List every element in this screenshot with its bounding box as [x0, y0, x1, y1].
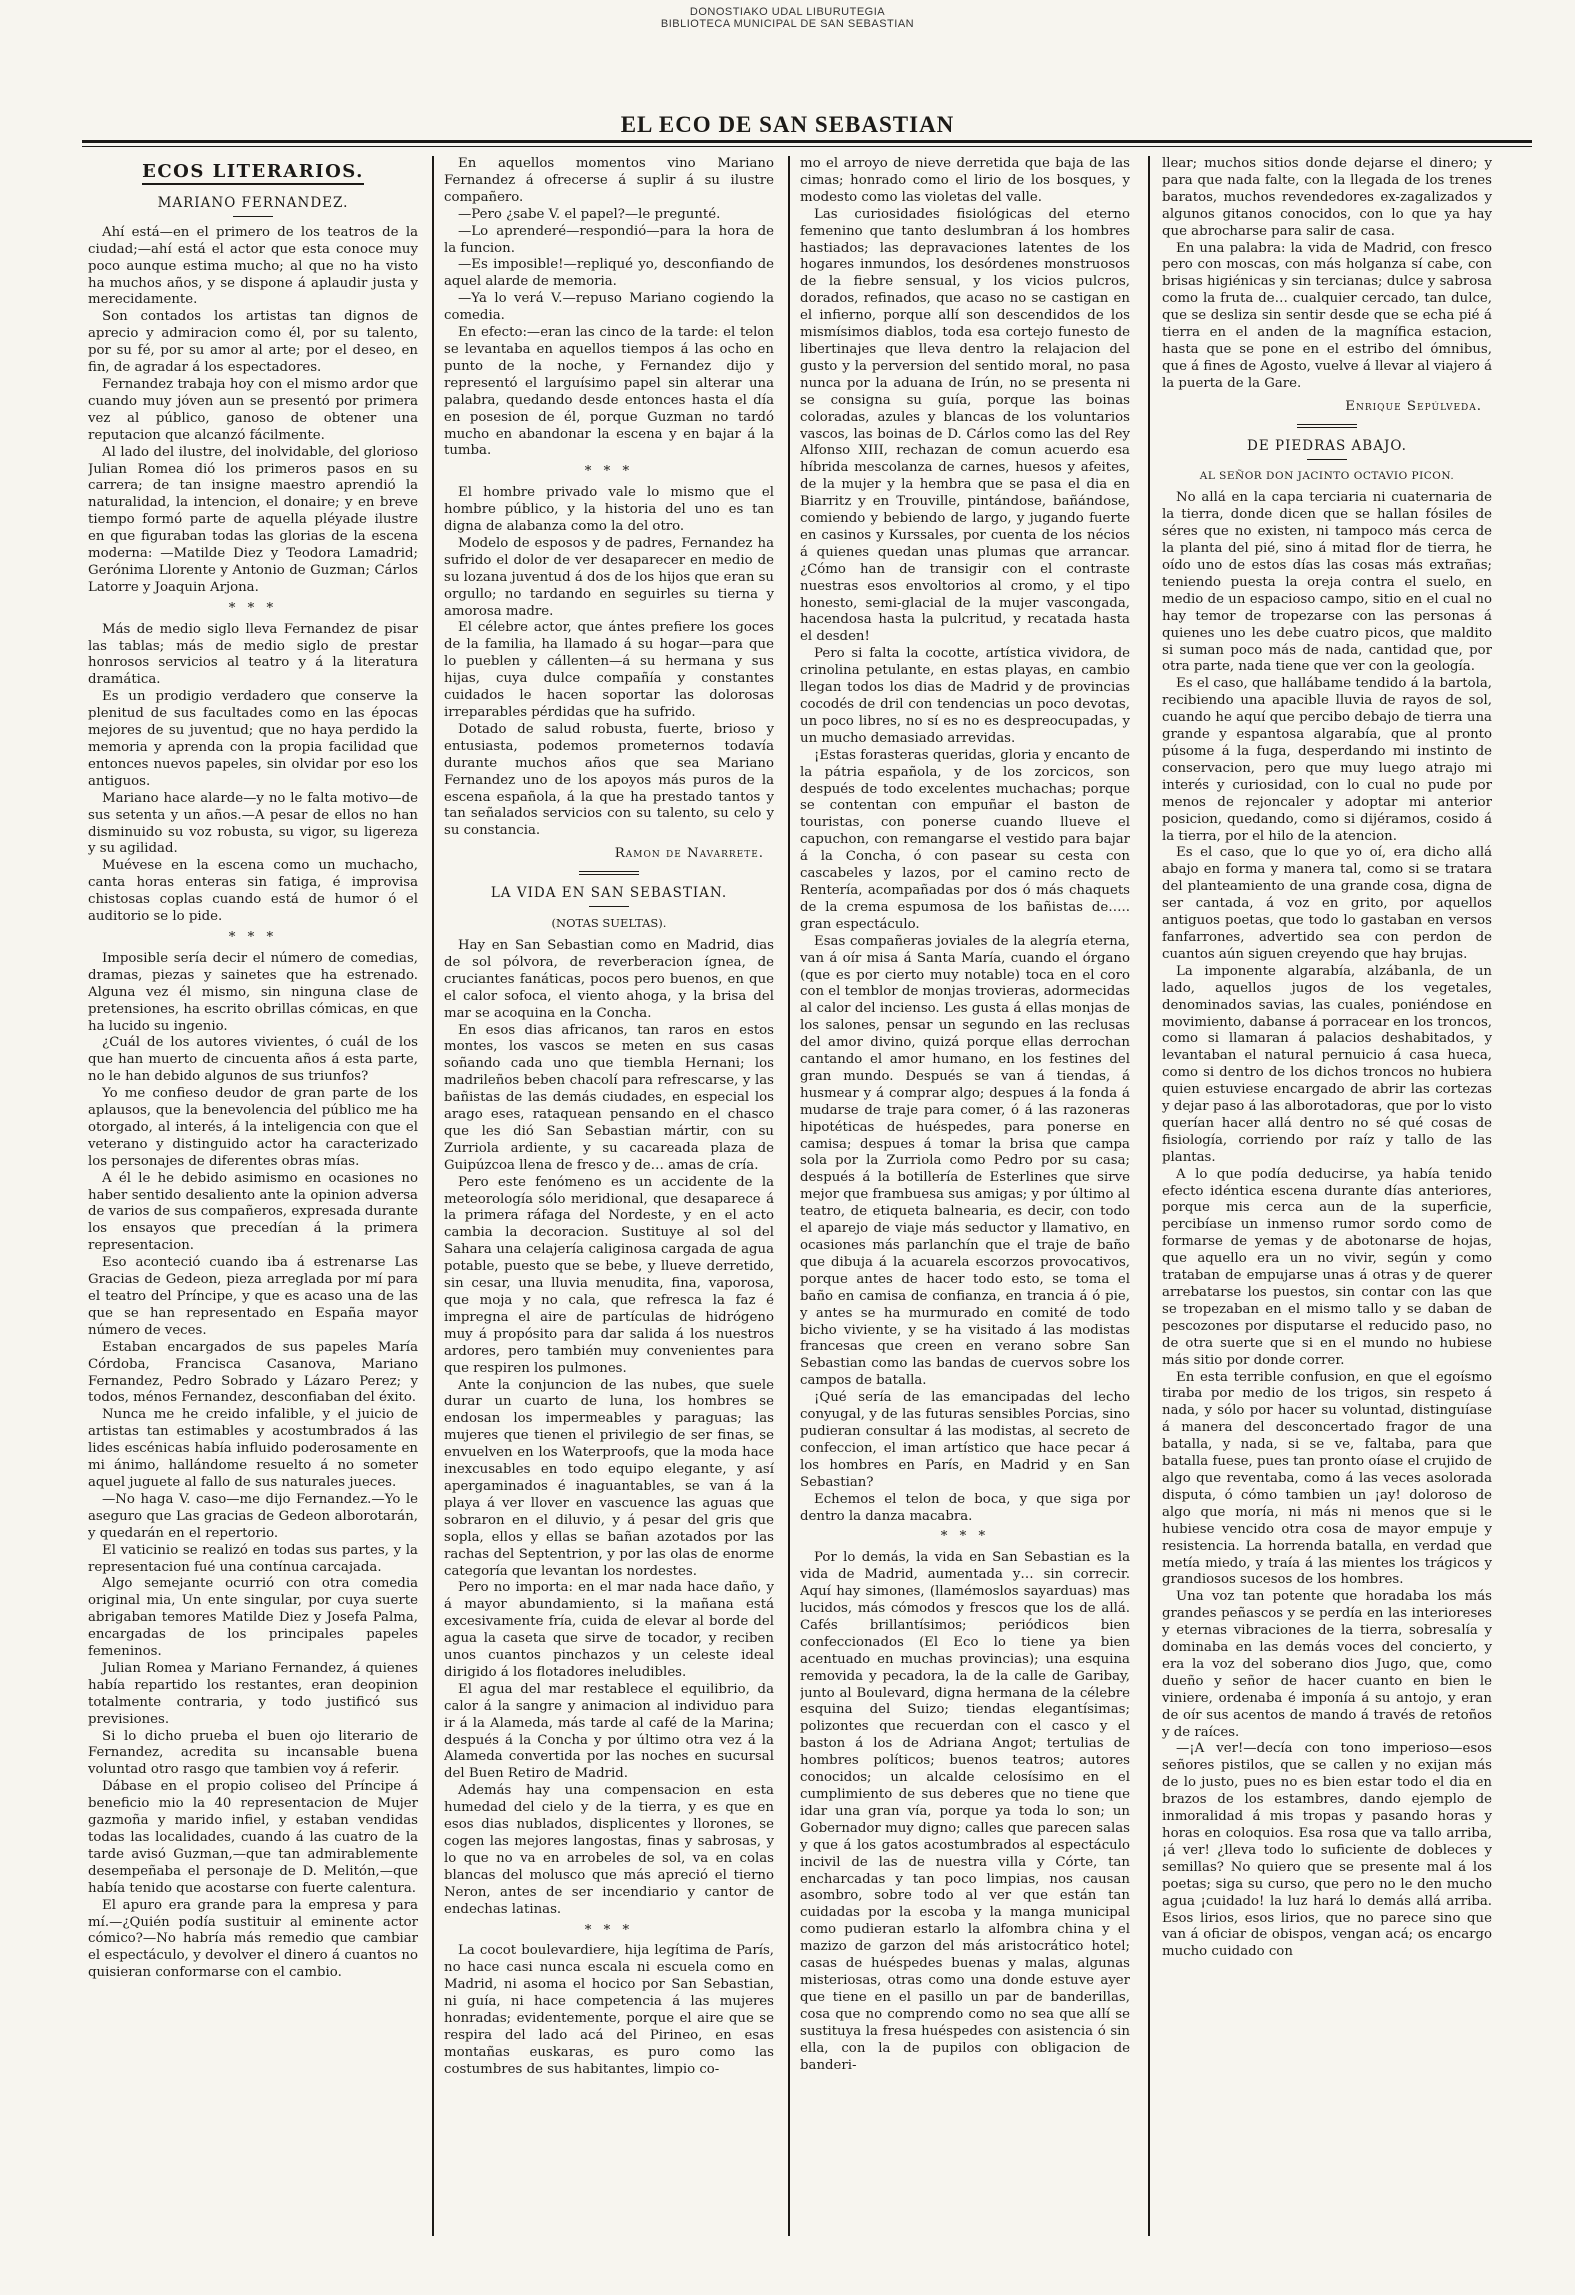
paragraph: Algo semejante ocurrió con otra comedia original mia, Un ente singular, por cuya suerte abrigaban temores Matilde Diez y Josefa Palma, encargadas de los principales papeles femeninos.	[88, 1576, 418, 1660]
paragraph: ¡Estas forasteras queridas, gloria y encanto de la pátria española, y de los zorcicos, son después de todo excelentes muchachas; porque se contentan con empuñar el baston de touristas, con ponerse cuando llueve el capuchon, con remangarse el vestido para bajar á la Concha, ó con pasear su cesta con cascabeles y lazos, por el camino recto de Rentería, acompañadas por dos ó más chaquets de la crema espumosa de los bañistas de….. gran espectáculo.	[800, 747, 1130, 932]
paragraph: Pero no importa: en el mar nada hace daño, y á mayor abundamiento, si la mañana está excesivamente fría, cuida de elevar al borde del agua la caseta que sirve de tocador, y reciben unos cuantos pinchazos y un celeste ideal dirigido á los flotadores ineludibles.	[444, 1580, 774, 1680]
paragraph: En esos dias africanos, tan raros en estos montes, los vascos se meten en sus casas soñando cada uno que tiembla Hernani; los madrileños beben chacolí para refrescarse, y las bañistas de las demás ciudades, en especial los arago eses, rataquean pensando en el chasco que les dió San Sebastian mártir, con su Zurriola ardiente, y su cacareada plaza de Guipúzcoa llena de fresco y de… amas de cría.	[444, 1022, 774, 1173]
paragraph: El agua del mar restablece el equilibrio, da calor á la sangre y animacion al individuo para ir á la Alameda, más tarde al café de la Marina; después á la Concha y por último otra vez á la Alameda convertida por las noches en sucursal del Buen Retiro de Madrid.	[444, 1681, 774, 1782]
column-4	[1162, 156, 1492, 2236]
paragraph: En una palabra: la vida de Madrid, con fresco pero con moscas, con más holganza sí cabe, con brisas higiénicas y sin tercianas; dulce y sabrosa como la fruta de… cualquier cercado, tan dulce, que se desliza sin sentir desde que se echa pié á tierra en el anden de la magnífica estacion, hasta que se pone en el estribo del ómnibus, que á fines de Agosto, vuelve á llevar al viajero á la puerta de la Gare.	[1162, 240, 1492, 391]
article-body	[800, 156, 1130, 1525]
paragraph: El célebre actor, que ántes prefiere los goces de la familia, ha llamado á su hogar—para que lo pueblen y cállenten—á su hermana y sus hijas, cuya dulce compañía y constantes cuidados le hacen soportar las dolorosas irreparables pérdidas que ha sufrido.	[444, 620, 774, 720]
paragraph: —Es imposible!—repliqué yo, desconfiando de aquel alarde de memoria.	[444, 257, 774, 290]
paragraph: Las curiosidades fisiológicas del eterno femenino que tanto deslumbran á los hombres hastiados; las depravaciones latentes de los hogares inmundos, los desórdenes monstruosos de la fiebre sensual, y los vicios pulcros, dorados, refinados, que acaso no se castigan en el infierno, porque allí son descendidos de los mismísimos diablos, toda esa cortejo funesto de libertinajes que lleva dentro la relajacion del gusto y la perversion del sentido moral, no pasa nunca por la aduana de Irún, no se presenta ni se consigna su guía, porque las boinas coloradas, azules y blancas de los voluntarios vascos, las boinas de D. Cárlos como las del Rey Alfonso XIII, rechazan de comun acuerdo esa híbrida mescolanza de carnes, huesos y afeites, de la mujer y la hembra que se pasa el dia en Biarritz y en Trouville, pintándose, bañándose, comiendo y bebiendo de largo, y jugando fuerte en casinos y Kurssales, por cuenta de los nécios á quienes quedan unas plumas que arrancar. ¿Cómo han de transigir con el contraste nuestras esos envoltorios al cromo, y el tipo honesto, semi-glacial de la mujer vascongada, hacendosa hasta la pulcritud, y recatada hasta el desden!	[800, 206, 1130, 645]
section-title-piedras: DE PIEDRAS ABAJO.	[1247, 437, 1407, 454]
article-body	[88, 951, 418, 1982]
paragraph: Eso aconteció cuando iba á estrenarse Las Gracias de Gedeon, pieza arreglada por mí para el teatro del Príncipe, y que es acaso una de las que se han representado en España mayor número de veces.	[88, 1255, 418, 1338]
asterism: * * *	[228, 929, 278, 945]
paragraph: Dotado de salud robusta, fuerte, brioso y entusiasta, podemos prometernos todavía durante muchos años que sea Mariano Fernandez uno de los apoyos más puros de la escena española, á la que ha prestado tantos y tan señalados servicios con su talento, su celo y su constancia.	[444, 721, 774, 839]
paragraph: Yo me confieso deudor de gran parte de los aplausos, que la benevolencia del público me ha otorgado, al interés, á la inteligencia con que el veterano y distinguido actor ha caracterizado los personajes de diferentes obras mías.	[88, 1086, 418, 1169]
column-1	[88, 156, 418, 2236]
article-body	[444, 156, 774, 460]
paragraph: Ahí está—en el primero de los teatros de la ciudad;—ahí está el actor que esta conoce muy poco aunque estima mucho; al que no ha visto ha muchos años, y se dispone á aplaudir justa y merecidamente.	[88, 224, 418, 308]
paragraph: Echemos el telon de boca, y que siga por dentro la danza macabra.	[800, 1491, 1130, 1524]
paragraph: Es el caso, que hallábame tendido á la bartola, recibiendo una apacible lluvia de rayos de sol, cuando he aquí que percibo debajo de tierra una grande y espantosa algarabía, que al pronto púsome á la fuga, desperdando mi instinto de conservacion, pero que muy luego atrajo mi interés y curiosidad, con lo cual no pude por menos de rejoncaler y adoptar mi anterior posicion, quedando, como si dijéramos, cosido á la tierra, por el hilo de la atencion.	[1162, 676, 1492, 844]
paragraph: A él le he debido asimismo en ocasiones no haber sentido desaliento ante la opinion adversa de varios de sus compañeros, expresada durante los ensayos que precedían á la primera representacion.	[88, 1170, 418, 1254]
paragraph: Ante la conjuncion de las nubes, que suele durar un cuarto de luna, los hombres se endosan los impermeables y paraguas; las mujeres que tienen el privilegio de ser finas, se envuelven en los Waterproofs, que la moda hace inexcusables en todo equipo elegante, y así apergaminados é inaguantables, se van á la playa á ver llover en vascuence las aguas que sobraron en el diluvio, y á pesar del gris que sopla, ellos y ellas se bañan azotados por las rachas del Septentrion, y por las olas de enorme categoría que levantan los nordestes.	[444, 1377, 774, 1579]
paragraph: —Lo aprenderé—respondió—para la hora de la funcion.	[444, 223, 774, 256]
paragraph: Imposible sería decir el número de comedias, dramas, piezas y sainetes que ha estrenado. Alguna vez él mismo, sin ninguna clase de pretensiones, ha escrito obrillas cómicas, en que ha lucido su ingenio.	[88, 950, 418, 1034]
masthead-rule-thin	[82, 146, 1532, 147]
paragraph: A lo que podía deducirse, ya había tenido efecto idéntica escena durante días anteriores, porque mis cerca aun de la superficie, percibíase un inmenso rumor sordo como de formarse de yemas y de abotonarse de hojas, que aquello era un no vivir, según y como trataban de empujarse unas á otras y de querer arrebatarse los puestos, sin contar con las que se tropezaban en el mismo tallo y se daban de pescozones por disputarse el reducido paso, no de otra suerte que si en el mundo no hubiese más sitio por donde correr.	[1162, 1166, 1492, 1368]
section-title-vida: LA VIDA EN SAN SEBASTIAN.	[490, 885, 728, 902]
paragraph: Pero si falta la cocotte, artística vividora, de crinolina petulante, en estas playas, en cambio llegan todos los dias de Madrid y de provincias cocodés de dril con tendencias un poco devotas, un poco libres, no sí es no es despreocupadas, y un mucho demasiado arrevidas.	[800, 646, 1130, 746]
paragraph: En efecto:—eran las cinco de la tarde: el telon se levantaba en aquellos tiempos á las ocho en punto de la noche, y Fernandez dijo y representó el larguísimo papel sin alterar una palabra, quedando desde entonces hasta el día en posesion de él, porque Guzman no tardó mucho en abandonar la escena y en bajar á la tumba.	[444, 325, 774, 459]
column-separator	[788, 156, 790, 2236]
paragraph: Muévese en la escena como un muchacho, canta horas enteras sin fatiga, é improvisa chistosas coplas cuando está de humor ó el auditorio se lo pide.	[88, 858, 418, 925]
paragraph: Es el caso, que lo que yo oí, era dicho allá abajo en forma y manera tal, como si se tratara del planteamiento de una grande cosa, digna de ser cantada, á voz en grito, por aquellos antiguos poetas, que todo lo gastaban en versos fanfarrones, advertido sea con perdon de cuantos aún siguen creyendo que hay brujas.	[1162, 845, 1492, 962]
short-rule	[233, 216, 273, 217]
paragraph: El hombre privado vale lo mismo que el hombre público, y la historia del uno es tan digna de alabanza como la del otro.	[444, 485, 774, 535]
paragraph: Son contados los artistas tan dignos de aprecio y admiracion como él, por su talento, por su fé, por su amor al arte; por el deseo, en fin, de agradar á los espectadores.	[88, 309, 418, 376]
library-stamp-line-1: DONOSTIAKO UDAL LIBURUTEGIA	[689, 6, 886, 18]
paragraph: llear; muchos sitios donde dejarse el dinero; y para que nada falte, con la llegada de los trenes baratos, muchos revendedores ex-zagalizados y algunos gitanos conocidos, con lo que ya hay que abrocharse para salir de casa.	[1162, 156, 1492, 239]
paragraph: Hay en San Sebastian como en Madrid, dias de sol pólvora, de reverberacion ígnea, de cruciantes fanáticas, pocos pero buenos, en que el calor sofoca, el viento ahoga, y la brisa del mar se acoquina en la Concha.	[444, 937, 774, 1021]
article-divider	[1297, 424, 1357, 428]
paragraph: ¿Cuál de los autores vivientes, ó cuál de los que han muerto de cincuenta años á esta parte, no le han debido algunos de sus triunfos?	[88, 1035, 418, 1085]
article-body	[88, 622, 418, 926]
paragraph: Estaban encargados de sus papeles María Córdoba, Francisca Casanova, Mariano Fernandez, Pedro Sobrado y Lázaro Perez; y todos, ménos Fernandez, desconfiaban del éxito.	[88, 1339, 418, 1406]
paragraph: En aquellos momentos vino Mariano Fernandez á ofrecerse á suplir á su ilustre compañero.	[444, 156, 774, 205]
paragraph: El vaticinio se realizó en todas sus partes, y la representacion fué una contínua carcajada.	[88, 1542, 418, 1575]
paragraph: Fernandez trabaja hoy con el mismo ardor que cuando muy jóven aun se presentó por primera vez al público, ganoso de obtener una reputacion que alcanzó fácilmente.	[88, 376, 418, 443]
paragraph: Una voz tan potente que horadaba los más grandes peñascos y se perdía en las interioreses y eternas vibraciones de la tierra, sobresalía y dominaba en las demás voces del concierto, y era la voz del soberano dios Jugo, que, como dueño y señor de hacer cuanto en bien le viniere, ordenaba é imponía á su antojo, y eran de oír sus acentos de mando á través de retoños y de raíces.	[1162, 1589, 1492, 1740]
paragraph: En esta terrible confusion, en que el egoísmo tiraba por medio de los trigos, sin respeto á nada, y sólo por hacer su voluntad, distinguíase á manera del desconcertado fragor de una batalla, y nada, si se ve, faltaba, para que batalla fuese, pues tan pronto oíase el crujido de algo que reventaba, como á las veces asolorada disputa, ó cómo tambien un ¡ay! doloroso de algo que moría, ni más ni menos que si le hubiese vencido otra cosa de mayor empuje y resistencia. La horrenda batalla, en verdad que metía miedo, y traía á las mientes los trágicos y grandiosos sucesos de los hombres.	[1162, 1369, 1492, 1588]
asterism: * * *	[940, 1529, 990, 1545]
asterism: * * *	[228, 600, 278, 616]
section-title-ecos: ECOS LITERARIOS.	[88, 164, 418, 185]
library-stamp	[0, 6, 1575, 30]
asterism: * * *	[584, 464, 634, 480]
paragraph: No allá en la capa terciaria ni cuaternaria de la tierra, donde dicen que se hallan fósiles de séres que no existen, ni tampoco más cerca de la planta del pié, sino á mitad flor de tierra, he oído uno de estos días las cosas más extrañas; teniendo puesta la oreja contra el suelo, en medio de un espacioso campo, sitio en el cual no hay temor de tropezarse con las personas á quienes uno les debe cuatro picos, que maldito si suman poco más de nada, cantidad que, por otra parte, nada tiene que ver con la geología.	[1162, 490, 1492, 675]
paragraph: Dábase en el propio coliseo del Príncipe á beneficio mio la 40 representacion de Mujer gazmoña y marido infiel, y estaban vendidas todas las localidades, cuando á las cuatro de la tarde avisó Guzman,—que tan admirablemente desempeñaba el personaje de D. Melitón,—que había tenido que acostarse con fuerte calentura.	[88, 1779, 418, 1896]
author-signature: Enrique Sepúlveda.	[1345, 398, 1482, 414]
article-dedication: AL SEÑOR DON JACINTO OCTAVIO PICON.	[1199, 469, 1455, 482]
column-separator	[1148, 156, 1150, 2236]
short-rule	[1307, 459, 1347, 460]
paragraph: El apuro era grande para la empresa y para mí.—¿Quién podía sustituir al eminente actor cómico?—No habría más remedio que cambiar el espectáculo, y devolver el dinero á cuantos no quisieran conformarse con el cambio.	[88, 1897, 418, 1981]
masthead-rule	[82, 140, 1532, 143]
article-body	[444, 938, 774, 1919]
article-body	[1162, 156, 1492, 393]
paragraph: Mariano hace alarde—y no le falta motivo—de sus setenta y un años.—A pesar de ellos no han disminuido su voz robusta, su vigor, su ligereza y su agilidad.	[88, 790, 418, 857]
paragraph: La imponente algarabía, alzábanla, de un lado, aquellos jugos de los vegetales, denominados savias, las cuales, poniéndose en movimiento, dabanse á porracear en los troncos, como si llamaran á palacios deshabitados, y levantaban el natural pernuicio á casa hueca, como si dentro de los dichos troncos no hubiera quien estuviese encargado de abrir las cortezas y dejar paso á las alborotadoras, que por lo visto querían hacer allá dentro no sé qué cosas de fisiología, corriendo por raíz y tallo de las plantas.	[1162, 963, 1492, 1165]
author-signature: Ramon de Navarrete.	[614, 846, 764, 862]
article-body	[444, 1943, 774, 2078]
section-subtitle: (NOTAS SUELTAS).	[551, 916, 667, 931]
paragraph: —Pero ¿sabe V. el papel?—le pregunté.	[458, 206, 721, 222]
article-body	[1162, 490, 1492, 1961]
article-body	[444, 485, 774, 840]
column-2	[444, 156, 774, 2236]
column-separator	[432, 156, 434, 2236]
paragraph: —Ya lo verá V.—repuso Mariano cogiendo la comedia.	[444, 291, 774, 324]
asterism: * * *	[584, 1922, 634, 1938]
paragraph: Julian Romea y Mariano Fernandez, á quienes había repartido los restantes, eran deopinion totalmente contraria, y todo justificó sus previsiones.	[88, 1660, 418, 1727]
paragraph: Al lado del ilustre, del inolvidable, del glorioso Julian Romea dió los primeros pasos en su carrera; de tan insigne maestro aprendió la naturalidad, la intencion, el donaire; y en breve tiempo formó parte de aquella pléyade ilustre en que figuraban todas las glorias de la escena moderna: —Matilde Diez y Teodora Lamadrid; Gerónima Llorente y Antonio de Guzman; Cárlos Latorre y Joaquin Arjona.	[88, 444, 418, 595]
paragraph: Más de medio siglo lleva Fernandez de pisar las tablas; más de medio siglo de prestar honrosos servicios al teatro y á la literatura dramática.	[88, 621, 418, 688]
library-stamp-line-2: BIBLIOTECA MUNICIPAL DE SAN SEBASTIAN	[660, 18, 915, 30]
paragraph: Nunca me he creido infalible, y el juicio de artistas tan estimables y acostumbrados á las lides escénicas había influido poderosamente en mi ánimo, hallándome resuelto á no someter aquel juguete al fallo de sus naturales jueces.	[88, 1407, 418, 1490]
paragraph: —No haga V. caso—me dijo Fernandez.—Yo le aseguro que Las gracias de Gedeon alborotarán, y quedarán en el repertorio.	[88, 1491, 418, 1541]
paragraph: Si lo dicho prueba el buen ojo literario de Fernandez, acredita su incansable buena voluntad otro rasgo que tambien voy á referir.	[88, 1728, 418, 1778]
paragraph: —¡A ver!—decía con tono imperioso—esos señores pistilos, que se callen y no exijan más de lo justo, pues no es bien estar todo el dia en brazos de los estambres, dando ejemplo de inmoralidad á mis tropas y pasando horas y horas en coloquios. Esa rosa que va tallo arriba, ¡á ver! ¿lleva todo lo suficiente de dobleces y semillas? No quiero que se presente mal á los poetas; siga su curso, que pero no le den mucho agua ¡cuidado! la luz hará lo demás allá arriba. Esos lirios, esos lirios, que no parece sino que van á oficiar de obispos, vengan acá; os encargo mucho cuidado con	[1162, 1741, 1492, 1960]
paragraph: Por lo demás, la vida en San Sebastian es la vida de Madrid, aumentada y… sin correcir. Aquí hay simones, (llamémoslos sayarduas) mas lucidos, más cómodos y frescos que los de allá. Cafés brillantísimos; periódicos bien confeccionados (El Eco lo tiene ya bien acentuado en muchas provincias); una esquina removida y pecadora, la de la calle de Garibay, junto al Boulevard, digna hermana de la célebre esquina del Suizo; tiendas elegantísimas; polizontes que recuerdan con el casco y el baston á los de Adriana Angot; tertulias de hombres políticos; buenos teatros; autores conocidos; un alcalde celosísimo en el cumplimiento de sus deberes que no tiene que idar una gran vía, porque ya toda lo son; un Gobernador muy digno; calles que parecen salas y que á los gatos acostumbrados al espectáculo incivil de las de nuestra villa y Córte, tan encharcadas y tan poco limpias, nos causan asombro, sobre todo al ver que están tan cuidadas por la escoba y la manga municipal como pudieran estarlo la alfombra china y el mazizo de garzon del más aristocrático hotel; casas de huéspedes buenas y malas, algunas misteriosas, otras como una donde estuve ayer que tiene en el pasillo un par de banderillas, cosa que no comprendo como no sea que allí se sustituya la fresa huéspedes con asistencia ó sin ella, con la de pupilos con obligacion de banderi-	[800, 1550, 1130, 2073]
paragraph: mo el arroyo de nieve derretida que baja de las cimas; honrado como el lirio de los bosques, y modesto como las violetas del valle.	[800, 156, 1130, 205]
short-rule	[589, 906, 629, 907]
newspaper-masthead: EL ECO DE SAN SEBASTIAN	[620, 112, 955, 137]
article-body	[800, 1550, 1130, 2074]
article-body	[88, 225, 418, 597]
column-3	[800, 156, 1130, 2236]
paragraph: Modelo de esposos y de padres, Fernandez ha sufrido el dolor de ver desaparecer en medio de su lozana juventud á dos de los hijos que eran su orgullo; no tardando en seguirles su tierna y amorosa madre.	[444, 535, 774, 619]
paragraph: Es un prodigio verdadero que conserve la plenitud de sus facultades como en las épocas mejores de su juventud; que no haya perdido la memoria y aprenda con la propia facilidad que entonces nuevos papeles, sin olvidar por eso los antiguos.	[88, 689, 418, 789]
paragraph: Además hay una compensacion en esta humedad del cielo y de la tierra, y es que en esos dias nublados, displicentes y llorones, se cogen las mejores langostas, finas y sabrosas, y lo que no va en arrobeles de sol, va en colas blancas del molusco que más apreció el tierno Neron, antes de ser incendiario y cantor de endechas latinas.	[444, 1783, 774, 1917]
article-subtitle: MARIANO FERNANDEZ.	[157, 194, 349, 211]
article-divider	[579, 871, 639, 875]
paragraph: Pero este fenómeno es un accidente de la meteorología sólo meridional, que desaparece á la primera ráfaga del Nordeste, y en el acto cambia la decoracion. Sustituye al sol del Sahara una celajería caliginosa cargada de agua potable, puesto que se bebe, y llueve derretido, sin cesar, una lluvia menudita, fina, vaporosa, que moja y no cala, que refresca la faz é impregna el aire de partículas de hidrógeno muy á propósito para dar salida á los nuestros ardores, pero también muy convenientes para que respiren los pulmones.	[444, 1174, 774, 1376]
paragraph: Esas compañeras joviales de la alegría eterna, van á oír misa á Santa María, cuando el órgano (que es por cierto muy notable) toca en el coro con el temblor de monjas trovieras, adormecidas al calor del incienso. Les gusta á ellas monjas de los salones, pensar un segundo en las reclusas del amor divino, quizá porque ellas derrochan cantando el amor humano, en los festines del gran mundo. Después se van á tiendas, á husmear y á comprar algo; despues á la fonda á mudarse de traje para comer, ó á las razoneras hipotéticas de huéspedes, para ponerse en camisa; despues á tomar la brisa que campa sola por la Zurriola como Pedro por su casa; después á la botillería de Esterlines que sirve mejor que frambuesa sus amigas; y por último al teatro, de etiqueta balnearia, es decir, con todo el aparejo de viaje más seductor y llamativo, en ocasiones más parlanchín que el traje de baño que dibuja á la acuarela escorzos provocativos, porque antes de hacer todo esto, se toma el baño en camisa de confianza, en trancia á ó pie, y antes se ha murmurado en comité de todo bicho viviente, y se ha visitado á las modistas francesas que creen en verano sobre San Sebastian como las bandas de cuervos sobre los campos de batalla.	[800, 933, 1130, 1389]
paragraph: La cocot boulevardiere, hija legítima de París, no hace casi nunca escala ni escuela como en Madrid, ni asoma el hocico por San Sebastian, ni guía, ni hace competencia á las mujeres honradas; evidentemente, porque el aire que se respira del lado acá del Pirineo, en esas montañas euskaras, es puro como las costumbres de sus habitantes, limpio co-	[444, 1943, 774, 2077]
paragraph: ¡Qué sería de las emancipadas del lecho conyugal, y de las futuras sensibles Porcias, sino pudieran consultar á las modistas, al secreto de confeccion, el iman artístico que hace pecar á los hombres en París, en Madrid y en San Sebastian?	[800, 1390, 1130, 1490]
